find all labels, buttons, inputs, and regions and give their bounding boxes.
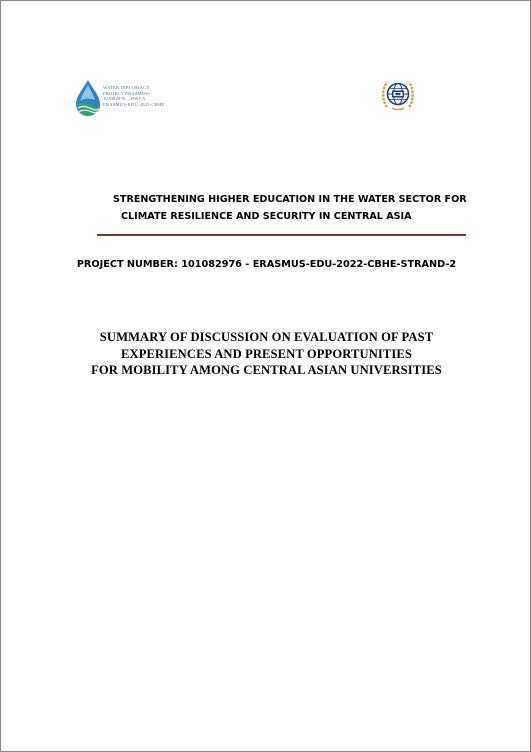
- logo-caption-line: WATER DIPLOMACY: [103, 85, 150, 90]
- institution-emblem: [381, 77, 415, 113]
- water-drop-logo-icon: [73, 79, 103, 117]
- document-subject-line: EXPERIENCES AND PRESENT OPPORTUNITIES: [121, 346, 412, 361]
- document-subject-line: SUMMARY OF DISCUSSION ON EVALUATION OF PAST: [99, 330, 434, 344]
- logo-caption: [103, 85, 189, 107]
- project-title-line: CLIMATE RESILIENCE AND SECURITY IN CENTRAL ASIA: [121, 211, 412, 222]
- logo-caption-line: ERASMUS-EDU-2022-CBHE: [103, 101, 165, 107]
- document-subject-line: FOR MOBILITY AMONG CENTRAL ASIAN UNIVERSITIES: [91, 363, 442, 377]
- project-number: PROJECT NUMBER: 101082976 - ERASMUS-EDU-2022-CBHE-STRAND-2: [76, 259, 457, 270]
- project-title-line: STRENGTHENING HIGHER EDUCATION IN THE WATER SECTOR FOR: [113, 194, 467, 205]
- globe-emblem-icon: [381, 77, 415, 113]
- water-diplomacy-logo: [73, 79, 183, 119]
- title-divider: [97, 234, 466, 236]
- logo-caption-line: PROJECT ERASMUS+: [103, 90, 151, 96]
- document-subject: [1, 329, 531, 379]
- logo-caption-line: 101082976 – HWCA: [103, 96, 146, 102]
